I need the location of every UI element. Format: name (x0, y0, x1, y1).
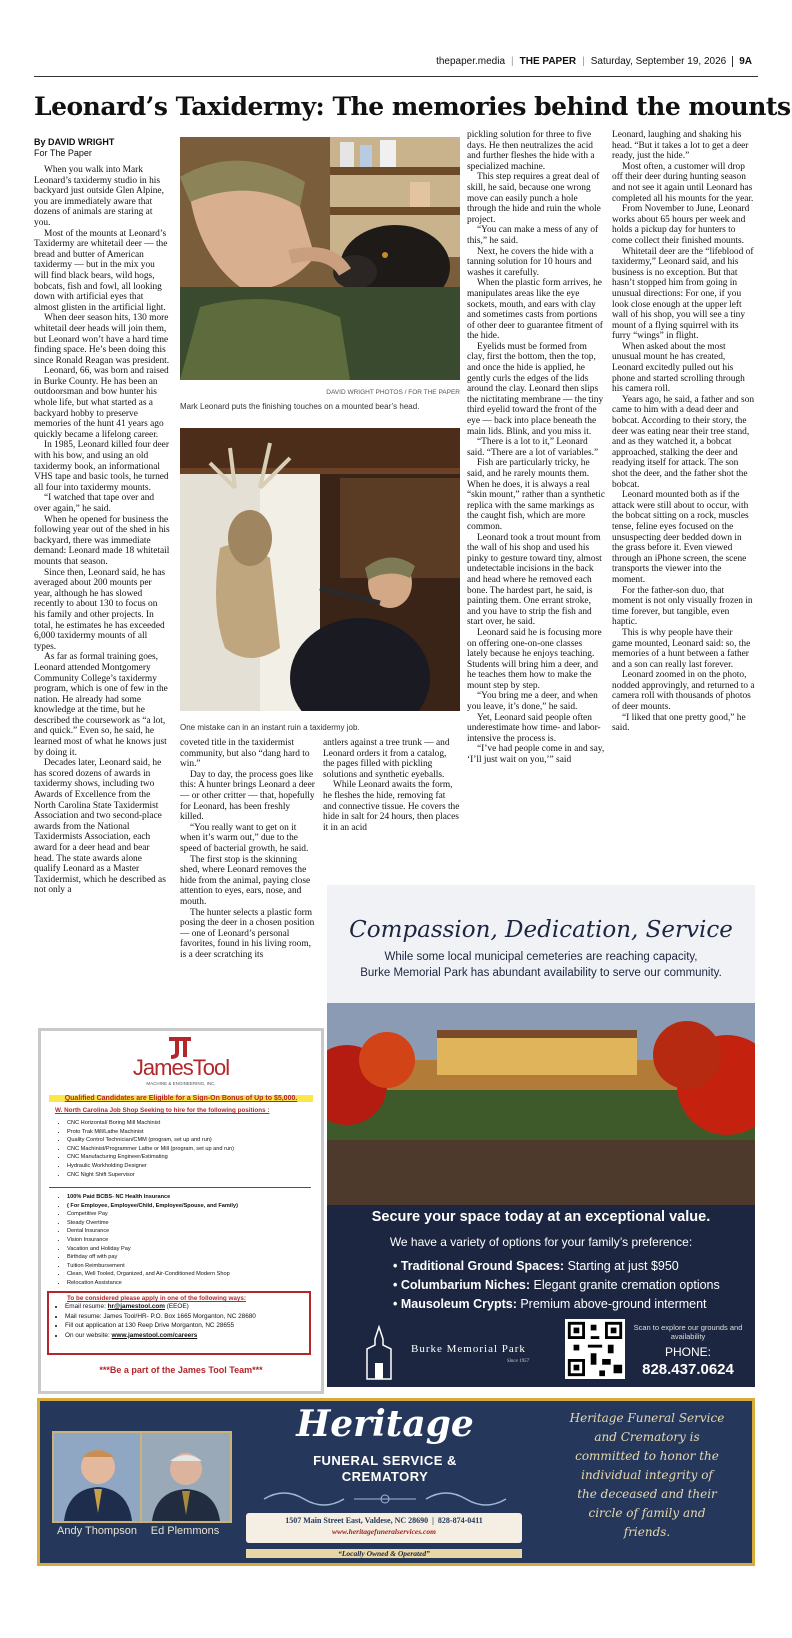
jt-list-item: • Clean, Well Tooled, Organized, and Air-Conditioned Modern Shop (67, 1270, 337, 1279)
jt-list-item: • Proto Trak Mill/Lathe Machinist (67, 1128, 337, 1137)
article-paragraph: Day to day, the process goes like this: A hunter brings Leonard a deer — or other critter — that, hopefully for Leonard, has been freshly killed. (180, 769, 315, 823)
article-column-5 (612, 130, 755, 734)
hfs-address: 1507 Main Street East, Valdese, NC 28690 (285, 1516, 429, 1525)
jt-list-item: • Hydraulic Workholding Designer (67, 1162, 337, 1171)
article-paragraph: Whitetail deer are the “lifeblood of taxidermy,” Leonard said, and his business is no exception. But that hasn’t stopped him from going in unusual directions: For one, if you look close enough at the upper left wall of his shop, you will see a tiny mount of a flying squirrel with its furry “wings” in flight. (612, 246, 754, 342)
photo-andy-thompson (52, 1431, 144, 1523)
ad-bmp-variety: We have a variety of options for your family’s preference: (389, 1235, 693, 1249)
hfs-mission-line: committed to honor the (575, 1449, 719, 1463)
ad-bmp-option: • Traditional Ground Spaces: Starting at just $950 (393, 1259, 679, 1273)
ad-bmp-phone-label: PHONE: (664, 1345, 711, 1359)
article-paragraph: “I’ve had people come in and say, ‘I’ll just wait on you,’” said (467, 744, 605, 766)
page-number: 9A (732, 56, 758, 67)
article-paragraph: Yet, Leonard said people often underestimate how time- and labor-intensive the process is. (467, 712, 601, 744)
jt-positions-list (41, 1119, 337, 1179)
jt-bonus: Qualified Candidates are Eligible for a Sign-On Bonus of Up to $5,000. (49, 1095, 313, 1102)
masthead-date: Saturday, September 19, 2026 (590, 56, 727, 67)
jt-list-item: • Vacation and Holiday Pay (67, 1245, 337, 1254)
jt-apply-mail: • Mail resume: James Tool/HR- P.O. Box 1665 Morganton, NC 28680 (65, 1312, 309, 1322)
article-paragraph: This is why people have their game mounted, Leonard said: so, the memories of a hunt between a father and a son can really last forever. (612, 627, 751, 670)
ad-bmp-sub2: Burke Memorial Park has abundant availability to serve our community. (360, 967, 722, 979)
jt-list-item: • Competitive Pay (67, 1210, 337, 1219)
photo-caption-2: One mistake can in an instant ruin a taxidermy job. (180, 723, 360, 732)
article-paragraph: Most of the mounts at Leonard’s Taxidermy are whitetail deer — the bread and butter of American taxidermy — but in the mix you will find black bears, wild hogs, bobcats, fish and fowl, all looking down with artificial eyes that almost glisten in the artificial light. (34, 228, 168, 313)
jt-benefits-list (41, 1193, 337, 1288)
article-paragraph: When he opened for business the following year out of the shed in his backyard, there was immediate demand: Leonard made 18 whitetail mounts that season. (34, 514, 170, 567)
jt-list-item: • CNC Night Shift Supervisor (67, 1171, 337, 1180)
hfs-brand-sub1: FUNERAL SERVICE & (313, 1453, 457, 1468)
chapel-icon (359, 1325, 399, 1381)
hfs-mission-line: and Crematory is (594, 1430, 700, 1444)
article-paragraph: pickling solution for three to five days. He then neutralizes the acid and further fleshes the hide with a specialized machine. (467, 130, 595, 172)
article-paragraph: As far as formal training goes, Leonard attended Montgomery Community College’s taxidermy program, which is one of few in the nation. He already had some knowledge at the time, but he described the coursework as “a lot, and quick.” Even so, he said, he learned most of what he knows just by doing it. (34, 652, 168, 758)
jt-list-item: • 100% Paid BCBS- NC Health Insurance (67, 1193, 337, 1202)
jt-list-item: • CNC Manufacturing Engineer/Estimating (67, 1153, 337, 1162)
jt-list-item: • Dental Insurance (67, 1227, 337, 1236)
headline: Leonard’s Taxidermy: The memories behind the mounts (34, 92, 791, 121)
photo-deer-mount (180, 428, 460, 711)
jt-web-link[interactable]: www.jamestool.com/careers (111, 1331, 198, 1339)
article-paragraph: “There is a lot to it,” Leonard said. “There are a lot of variables.” (467, 437, 599, 458)
hfs-tagline: “Locally Owned & Operated” (246, 1549, 522, 1558)
byline-outlet: For The Paper (34, 148, 92, 158)
author: DAVID WRIGHT (48, 137, 115, 147)
article-paragraph: Fish are particularly tricky, he said, and he rarely mounts them. When he does, it is always a real “skin mount,” rather than a synthetic replica with the same markings as the caught fish, which are more common. (467, 458, 605, 532)
james-tool-logo-sub: MACHINE & ENGINEERING, INC. (146, 1081, 216, 1086)
article-paragraph: For the father-son duo, that moment is not only visually frozen in time forever, but tangible, even haptic. (612, 585, 753, 628)
ad-bmp-option: • Mausoleum Crypts: Premium above-ground interment (393, 1297, 707, 1311)
jt-apply-visit: • Fill out application at 130 Reep Drive Morganton, NC 28655 (65, 1321, 309, 1331)
hfs-mission-line: circle of family and (588, 1506, 706, 1520)
hfs-mission (552, 1409, 742, 1542)
article-paragraph: When you walk into Mark Leonard’s taxidermy studio in his backyard just outside Glen Alpine, you are immediately aware that dozens of animals are staring at you. (34, 165, 164, 228)
byline: By DAVID WRIGHT (34, 137, 115, 147)
name-ed-plemmons: Ed Plemmons (150, 1525, 220, 1537)
article-paragraph: When the plastic form arrives, he manipulates areas like the eye sockets, mouth, and ears with clay and sometimes casts from portions of other deer to guarantee fitment of the hide. (467, 278, 603, 342)
article-paragraph: Eyelids must be formed from clay, first the bottom, then the top, and once the hide is applied, he gently curls the edges of the lids around the clay. Leonard then slips the nictitating membrane — the tiny third eyelid toward the front of the eye — back into place beneath the main lids. Blink, and you miss it. (467, 341, 604, 437)
masthead: thepaper.media | THE PAPER | Saturday, September 19, 2026 9A (34, 56, 758, 77)
jt-apply-web: • On our website: www.jamestool.com/careers (65, 1331, 309, 1341)
jt-apply-box (47, 1291, 311, 1355)
ad-bmp-secure: Secure your space today at an exceptional value. (371, 1209, 711, 1225)
article-column-3 (323, 738, 460, 833)
article-paragraph: The first stop is the skinning shed, where Leonard removes the hide from the animal, paying close attention to eyes, ears, nose, and mouth. (180, 854, 311, 907)
photo-bear-mount (180, 137, 460, 380)
jt-list-item: • CNC Machinist/Programmer Lathe or Mill (program, set up and run) (67, 1145, 337, 1154)
jt-apply-head: To be considered please apply in one of the following ways: (67, 1295, 247, 1302)
article-paragraph: Leonard took a trout mount from the wall of his shop and used his pinky to gesture toward tiny, almost undetectable incisions in the back and head where he removed each bone. The hardest part, he said, is painting them. One errant stroke, and you have to strip the fish and start over, he said. (467, 532, 602, 628)
hfs-brand-sub2: CREMATORY (341, 1469, 429, 1484)
article-column-4 (467, 130, 605, 766)
jt-list-item: • Quality Control Technician/CMM (program, set up and run) (67, 1136, 337, 1145)
article-paragraph: While Leonard awaits the form, he fleshes the hide, removing fat and connective tissue. He covers the hide in salt for 24 hours, then places it in an acid (323, 780, 460, 833)
article-paragraph: Most often, a customer will drop off their deer during hunting season and not see it again until Leonard has completed all his mounts for the year. (612, 161, 754, 204)
ad-bmp-since: Since 1957 (507, 1359, 530, 1364)
hfs-website[interactable]: www.heritagefuneralservices.com (332, 1527, 436, 1536)
hfs-contact-box: 1507 Main Street East, Valdese, NC 28690 | 828-874-0411 www.heritagefuneralservices.com (246, 1513, 522, 1543)
photo-ed-plemmons (140, 1431, 232, 1523)
jt-list-item: • Vision Insurance (67, 1236, 337, 1245)
ad-james-tool (38, 1028, 324, 1394)
article-paragraph: Since then, Leonard said, he has averaged about 200 mounts per year, although he has slowed recently to about 130 to focus on his family and other projects. In total, he estimates he has exceeded 6,000 taxidermy mounts of all types. (34, 567, 166, 652)
article-paragraph: “I liked that one pretty good,” he said. (612, 712, 746, 734)
photo-credit: DAVID WRIGHT PHOTOS / FOR THE PAPER (326, 389, 460, 396)
ad-bmp-phone[interactable]: 828.437.0624 (642, 1361, 734, 1378)
hfs-phone[interactable]: 828-874-0411 (437, 1516, 483, 1525)
article-paragraph: Decades later, Leonard said, he has scored dozens of awards in taxidermy shows, including two Awards of Excellence from the North Carolina State Taxidermist Association and two second-place awards from the National Taxidermists Association, each award for a deer head and bear head. The state awards alone qualify Leonard as a Master Taxidermist, which he described as not only a (34, 758, 166, 896)
article-paragraph: “I watched that tape over and over again,” he said. (34, 493, 155, 514)
ad-bmp-scan: Scan to explore our grounds and availability (633, 1323, 743, 1341)
jt-email-link[interactable]: hr@jamestool.com (107, 1303, 165, 1310)
jt-list-item: • Relocation Assistance (67, 1279, 337, 1288)
article-paragraph: Years ago, he said, a father and son came to him with a dead deer and bobcat. According to their story, the deer was eating near their tree stand, and as they watched it, a bobcat approached, stalking the deer and readying itself for attack. The son shot the deer, and the father shot the bobcat. (612, 394, 755, 490)
article-paragraph: This step requires a great deal of skill, he said, because one wrong move can easily punch a hole through the hide and ruin the whole project. (467, 172, 601, 225)
jt-apply-list (49, 1302, 309, 1340)
ad-bmp-options (393, 1257, 753, 1314)
hfs-brand: Heritage (296, 1403, 474, 1445)
article-column-2 (180, 738, 316, 960)
article-paragraph: Next, he covers the hide with a tanning solution for 10 hours and washes it carefully. (467, 246, 594, 278)
jt-list-item: • Steady Overtime (67, 1219, 337, 1228)
qr-code-icon[interactable] (565, 1319, 625, 1379)
article-paragraph: Leonard said he is focusing more on offering one-on-one classes lately because he enjoys teaching. Students will bring him a deer, and he teaches them how to make the mount step by step. (467, 627, 602, 691)
ad-heritage-funeral (37, 1398, 755, 1566)
article-paragraph: “You really want to get on it when it’s warm out,” due to the speed of bacterial growth, he said. (180, 822, 309, 854)
ad-bmp-option: • Columbarium Niches: Elegant granite cremation options (393, 1278, 720, 1292)
article-paragraph: antlers against a tree trunk — and Leonard orders it from a catalog, the pages filled with pickling solutions and synthetic eyeballs. (323, 738, 450, 780)
james-tool-logo-text: JamesTool (132, 1055, 230, 1080)
article-paragraph: coveted title in the taxidermist community, but also “dang hard to win.” (180, 738, 310, 770)
article-column-1 (34, 137, 170, 896)
jt-apply-email: • Email resume: hr@jamestool.com (EEOE) (65, 1302, 309, 1312)
ad-bmp-park-name: Burke Memorial Park (411, 1343, 526, 1355)
article-paragraph: Leonard, laughing and shaking his head. “But it takes a lot to get a deer ready, just the hide.” (612, 130, 749, 162)
article-paragraph: Leonard zoomed in on the photo, nodded approvingly, and returned to a camera roll with thousands of photos of deer mounts. (612, 670, 755, 713)
photo-caption-1: Mark Leonard puts the finishing touches on a mounted bear’s head. (180, 402, 420, 411)
article-paragraph: When asked about the most unusual mount he has created, Leonard excitedly pulled out his phone and started scrolling through his camera roll. (612, 341, 745, 395)
article-paragraph: Leonard, 66, was born and raised in Burke County. He has been an outdoorsman and bow hunter his whole life, but what started as a backyard hobby to preserve memories of the hunt 41 years ago quickly became a lifelong career. (34, 366, 169, 440)
ad-burke-memorial-park (327, 885, 755, 1387)
article-paragraph: When deer season hits, 130 more whitetail deer heads will join them, but Leonard won’t have a hard time finding space. He’s been doing this since Ronald Reagan was president. (34, 313, 170, 366)
hfs-mission-line: Heritage Funeral Service (569, 1411, 725, 1425)
jt-footer: ***Be a part of the James Tool Team*** (99, 1365, 263, 1375)
article-paragraph: From November to June, Leonard works about 65 hours per week and holds a pickup day for hunters to come collect their finished mounts. (612, 204, 750, 246)
jt-list-item: • CNC Horizontal/ Boring Mill Machinist (67, 1119, 337, 1128)
jt-divider (49, 1187, 311, 1188)
jt-seeking: W. North Carolina Job Shop Seeking to hire for the following positions : (55, 1107, 270, 1114)
jt-list-item: • ( For Employee, Employee/Child, Employee/Spouse, and Family) (67, 1202, 337, 1211)
name-andy-thompson: Andy Thompson (57, 1525, 137, 1537)
masthead-paper: THE PAPER (519, 56, 577, 67)
article-paragraph: “You bring me a deer, and when you leave, it’s done,” he said. (467, 691, 598, 713)
hfs-mission-line: friends. (623, 1525, 671, 1539)
hfs-mission-line: the deceased and their (577, 1487, 717, 1501)
article-paragraph: The hunter selects a plastic form posing the deer in a chosen position — one of Leonard’s personal favorites, found in his living room, is a deer scratching its (180, 907, 315, 960)
article-paragraph: Leonard mounted both as if the attack were still about to occur, with the bobcat sitting on a rock, muscles tense, feline eyes focused on the unsuspecting deer bedded down in the grass before it. Even viewed through an iPhone screen, the scene transports the viewer into the moment. (612, 490, 749, 585)
hfs-mission-line: individual integrity of (581, 1468, 713, 1482)
article-paragraph: In 1985, Leonard killed four deer with his bow, and using an old taxidermy book, an informational VHS tape and basic tools, he turned all four into taxidermy mounts. (34, 440, 169, 493)
ornament-swirl-icon (254, 1487, 516, 1509)
ad-bmp-sub1: While some local municipal cemeteries are reaching capacity, (384, 951, 698, 963)
ad-bmp-headline: Compassion, Dedication, Service (349, 917, 733, 943)
jt-list-item: • Tuition Reimbursement (67, 1262, 337, 1271)
masthead-site: thepaper.media (436, 56, 506, 67)
article-paragraph: “You can make a mess of any of this,” he said. (467, 225, 599, 246)
jt-list-item: • Birthday off with pay (67, 1253, 337, 1262)
